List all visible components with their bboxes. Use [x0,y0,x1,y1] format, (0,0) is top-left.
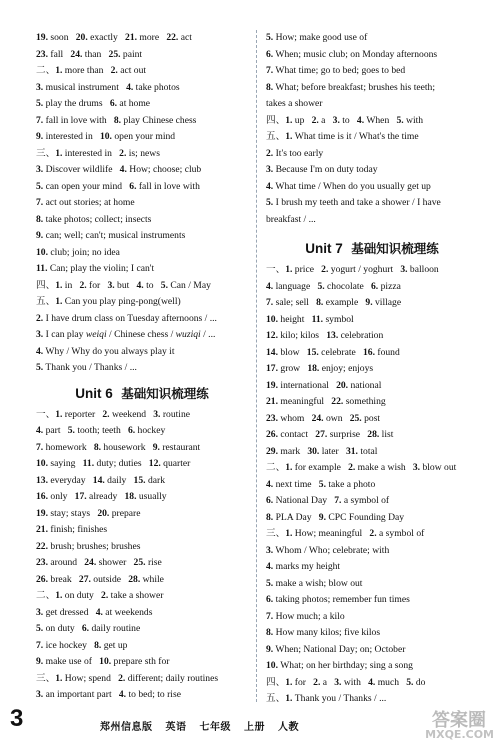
answer-line: takes a shower [266,98,323,109]
answer-line: 11. Can; play the violin; I can't [36,263,155,274]
answer-line: 5. Thank you / Thanks / ... [36,362,137,373]
answer-line: 19. stay; stays 20. prepare [36,507,141,519]
answer-line: 五、1. What time is it / What's the time [266,131,419,142]
answer-line: 7. homework 8. housework 9. restaurant [36,441,201,453]
answer-line: breakfast / ... [266,213,316,225]
left-column [36,30,248,704]
answer-line: 一、1. reporter 2. weekend 3. routine [36,408,191,420]
page-number: 3 [10,705,24,732]
answer-line: 23. around 24. shower 25. rise [36,557,162,568]
answer-line: 7. sale; sell 8. example 9. village [266,297,402,308]
watermark-logo [410,706,496,742]
answer-line: 7. What time; go to bed; goes to bed [266,65,406,76]
answer-line: 17. grow 18. enjoy; enjoys [266,363,374,374]
watermark-cn: 答案圈 [432,710,486,731]
unit6-answer-lines [36,407,248,704]
answer-line: 6. National Day 7. a symbol of [266,495,390,506]
answer-line: 6. When; music club; on Monday afternoons [266,48,438,60]
answer-line: 3. Discover wildlife 4. How; choose; club [36,164,202,175]
answer-line: 4. marks my height [266,561,341,572]
answer-line: 8. How many kilos; five kilos [266,627,381,638]
answer-line: 9. interested in 10. open your mind [36,131,176,142]
answer-line: 10. height 11. symbol [266,313,354,325]
answer-line: 14. blow 15. celebrate 16. found [266,346,400,358]
left-answer-lines [36,30,248,377]
answer-line: 16. only 17. already 18. usually [36,491,167,502]
watermark-en: MXQE.COM [425,728,494,741]
unit6-heading [36,385,248,403]
footer-publisher: 郑州信息版 [100,722,153,733]
answer-line: 4. part 5. tooth; teeth 6. hockey [36,425,166,436]
answer-line: 五、1. Thank you / Thanks / ... [266,693,387,704]
answer-line: 9. When; National Day; on; October [266,643,406,655]
footer-grade: 七年级 [199,722,231,733]
answer-line: 三、1. interested in 2. is; news [36,147,160,159]
answer-line: 四、1. in 2. for 3. but 4. to 5. Can / May [36,279,211,291]
answer-line: 26. contact 27. surprise 28. list [266,429,394,440]
unit7-title: 基础知识梳理练 [351,242,439,256]
unit6-label: Unit 6 [75,385,113,401]
answer-line: 8. take photos; collect; insects [36,213,152,225]
footer-edition: 人教 [278,722,299,733]
right-column [266,30,478,708]
answer-line: 19. soon 20. exactly 21. more 22. act [36,32,192,43]
answer-line: 29. mark 30. later 31. total [266,445,378,457]
answer-line: 2. I have drum class on Tuesday afternoons / ... [36,312,217,324]
answer-line: 2. It's too early [266,147,324,159]
answer-line: 10. club; join; no idea [36,246,120,258]
answer-line: 4. Why / Why do you always play it [36,345,175,357]
answer-line: 4. What time / When do you usually get up [266,180,431,192]
answer-line: 二、1. for example 2. make a wish 3. blow out [266,462,457,473]
answer-line: 5. I brush my teeth and take a shower / I have [266,197,441,208]
answer-line: 二、1. more than 2. act out [36,65,147,76]
answer-line: 13. everyday 14. daily 15. dark [36,474,165,486]
unit6-title: 基础知识梳理练 [121,386,209,401]
unit7-label: Unit 7 [305,241,343,256]
answer-line: 3. musical instrument 4. take photos [36,81,180,93]
answer-line: 23. whom 24. own 25. post [266,412,381,424]
footer-info [100,718,309,733]
right-answer-lines [266,30,478,228]
answer-line: 7. How much; a kilo [266,610,345,622]
answer-line: 4. next time 5. take a photo [266,478,376,490]
answer-line: 6. taking photos; remember fun times [266,594,410,605]
answer-line: 一、1. price 2. yogurt / yoghurt 3. balloon [266,264,439,275]
answer-line: 8. What; before breakfast; brushes his teeth; [266,81,435,93]
answer-line: 7. act out stories; at home [36,197,135,208]
answer-line: 三、1. How; spend 2. different; daily routines [36,672,219,684]
answer-line: 21. finish; finishes [36,524,108,535]
answer-line: 二、1. on duty 2. take a shower [36,590,164,601]
answer-line: 4. language 5. chocolate 6. pizza [266,280,401,292]
answer-line: 3. get dressed 4. at weekends [36,606,153,618]
answer-line: 5. on duty 6. daily routine [36,623,141,634]
answer-line: 5. can open your mind 6. fall in love with [36,180,200,192]
answer-line: 22. brush; brushes; brushes [36,540,141,552]
answer-line: 四、1. up 2. a 3. to 4. When 5. with [266,114,424,126]
answer-line: 3. I can play weiqi / Chinese chess / wuziqi / ... [36,329,216,340]
answer-line: 8. PLA Day 9. CPC Founding Day [266,511,405,523]
answer-line: 19. international 20. national [266,379,382,391]
answer-line: 5. How; make good use of [266,32,368,43]
answer-line: 7. ice hockey 8. get up [36,639,128,651]
footer-volume: 上册 [244,722,265,733]
answer-line: 26. break 27. outside 28. while [36,573,164,585]
answer-line: 5. play the drums 6. at home [36,98,151,109]
answer-line: 21. meaningful 22. something [266,396,386,407]
answer-line: 5. make a wish; blow out [266,577,363,589]
answer-line: 9. can; well; can't; musical instruments [36,230,186,241]
unit7-heading [266,240,478,258]
answer-line: 12. kilo; kilos 13. celebration [266,330,384,341]
answer-line: 3. an important part 4. to bed; to rise [36,689,181,700]
answer-line: 3. Because I'm on duty today [266,164,378,175]
answer-line: 10. What; on her birthday; sing a song [266,660,413,671]
answer-line: 10. saying 11. duty; duties 12. quarter [36,458,191,469]
answer-line: 三、1. How; meaningful 2. a symbol of [266,528,425,539]
answer-line: 五、1. Can you play ping-pong(well) [36,296,181,307]
answer-line: 四、1. for 2. a 3. with 4. much 5. do [266,676,426,688]
footer-subject: 英语 [165,722,187,733]
unit7-answer-lines [266,262,478,708]
answer-line: 7. fall in love with 8. play Chinese chess [36,114,197,126]
column-divider [256,30,257,702]
answer-line: 23. fall 24. than 25. paint [36,48,143,60]
answer-line: 9. make use of 10. prepare sth for [36,656,170,667]
answer-line: 3. Whom / Who; celebrate; with [266,544,390,556]
